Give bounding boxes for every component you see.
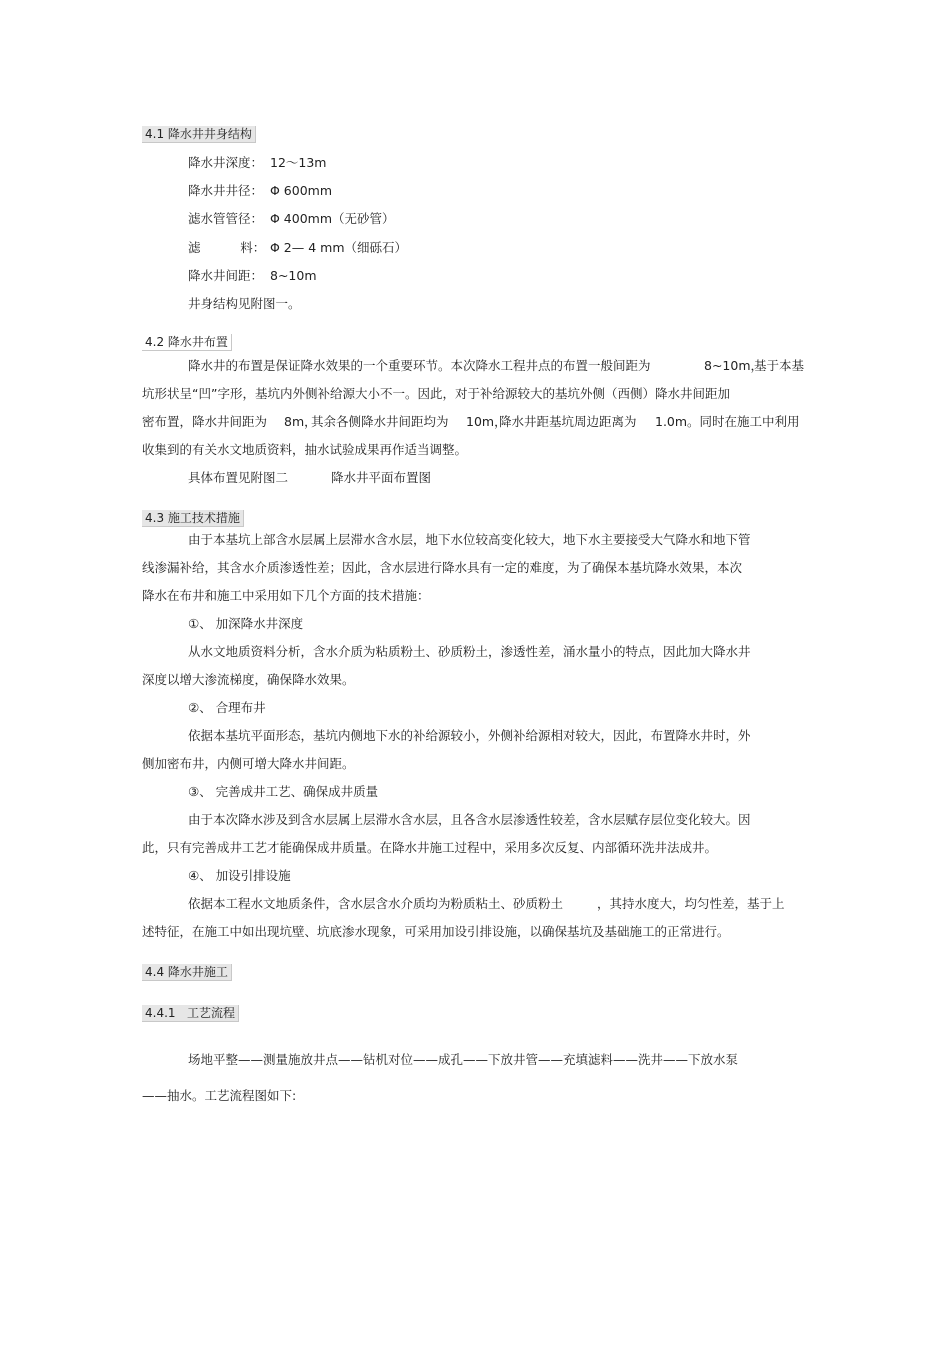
paragraph-line: 由于本基坑上部含水层属上层滞水含水层，地下水位较高变化较大，地下水主要接受大气降水和地下管: [188, 532, 751, 547]
inline-value: 10m，: [466, 414, 507, 429]
paragraph-fragment: ，其持水度大，均匀性差，基于上: [597, 896, 785, 911]
heading-4-4: 4.4 降水井施工: [142, 964, 232, 981]
paragraph-line: 从水文地质资料分析，含水介质为粘质粉土、砂质粉土，渗透性差，涌水量小的特点，因此加大降水井: [188, 644, 751, 659]
paragraph-fragment: 依据本工程水文地质条件，含水层含水介质均为粉质粘土、砂质粉土: [188, 896, 564, 911]
figure-title: 降水井平面布置图: [331, 470, 432, 485]
paragraph-line: 此，只有完善成井工艺才能确保成井质量。在降水井施工过程中，采用多次反复、内部循环洗井法成井。: [142, 840, 718, 855]
measure-title: ②、 合理布井: [188, 700, 266, 715]
heading-4-3: 4.3 施工技术措施: [142, 510, 244, 527]
row-value: 8~10m: [270, 268, 317, 283]
row-value: Φ 2— 4 mm（细砾石）: [270, 240, 408, 255]
row-label: 降水井间距：: [188, 268, 264, 283]
heading-4-2: 4.2 降水井布置: [142, 334, 232, 351]
row-value: 12～13m: [270, 155, 327, 170]
inline-value: 1.0m。同时在施工中利用: [655, 414, 800, 429]
inline-value: 8~10m，: [704, 358, 764, 373]
paragraph-fragment: 降水井距基坑周边距离为: [499, 414, 637, 429]
measure-title: ④、 加设引排设施: [188, 868, 291, 883]
paragraph-line: 收集到的有关水文地质资料，抽水试验成果再作适当调整。: [142, 442, 468, 457]
figure-reference: 具体布置见附图二: [188, 470, 289, 485]
row-label: 降水井深度：: [188, 155, 264, 170]
paragraph-line: 述特征，在施工中如出现坑壁、坑底渗水现象，可采用加设引排设施，以确保基坑及基础施工的正常进行。: [142, 924, 730, 939]
heading-4-4-1: 4.4.1 工艺流程: [142, 1005, 239, 1022]
paragraph-line: 深度以增大渗流梯度，确保降水效果。: [142, 672, 355, 687]
paragraph-line: 侧加密布井，内侧可增大降水井间距。: [142, 756, 355, 771]
section-note: 井身结构见附图一。: [188, 296, 301, 311]
paragraph-line: 坑形状呈“凹”字形，基坑内外侧补给源大小不一。因此，对于补给源较大的基坑外侧（西侧）降水井间距加: [142, 386, 730, 401]
paragraph-fragment: 基于本基: [754, 358, 805, 373]
paragraph-line: 依据本基坑平面形态，基坑内侧地下水的补给源较小，外侧补给源相对较大，因此，布置降水井时，外: [188, 728, 751, 743]
row-label: 滤 料：: [188, 240, 266, 255]
row-label: 滤水管管径：: [188, 211, 264, 226]
paragraph-line: 密布置，降水井间距为: [142, 414, 268, 429]
row-value: Φ 600mm: [270, 183, 333, 198]
process-flow-line: ——抽水。工艺流程图如下:: [142, 1088, 297, 1103]
measure-title: ③、 完善成井工艺、确保成井质量: [188, 784, 379, 799]
process-flow-line: 场地平整——测量施放井点——钻机对位——成孔——下放井管——充填滤料——洗井——下放水泵: [188, 1052, 739, 1067]
paragraph-line: 线渗漏补给，其含水介质渗透性差；因此，含水层进行降水具有一定的难度，为了确保本基坑降水效果，本次: [142, 560, 743, 575]
row-value: Φ 400mm（无砂管）: [270, 211, 395, 226]
row-label: 降水井井径：: [188, 183, 264, 198]
paragraph-line: 降水井的布置是保证降水效果的一个重要环节。本次降水工程井点的布置一般间距为: [188, 358, 651, 373]
measure-title: ①、 加深降水井深度: [188, 616, 304, 631]
inline-value: 8m，: [284, 414, 317, 429]
paragraph-line: 降水在布井和施工中采用如下几个方面的技术措施：: [142, 588, 430, 603]
paragraph-line: 由于本次降水涉及到含水层属上层滞水含水层，且各含水层渗透性较差，含水层赋存层位变化较大。因: [188, 812, 751, 827]
paragraph-fragment: 其余各侧降水井间距均为: [311, 414, 449, 429]
heading-4-1: 4.1 降水井井身结构: [142, 126, 256, 143]
